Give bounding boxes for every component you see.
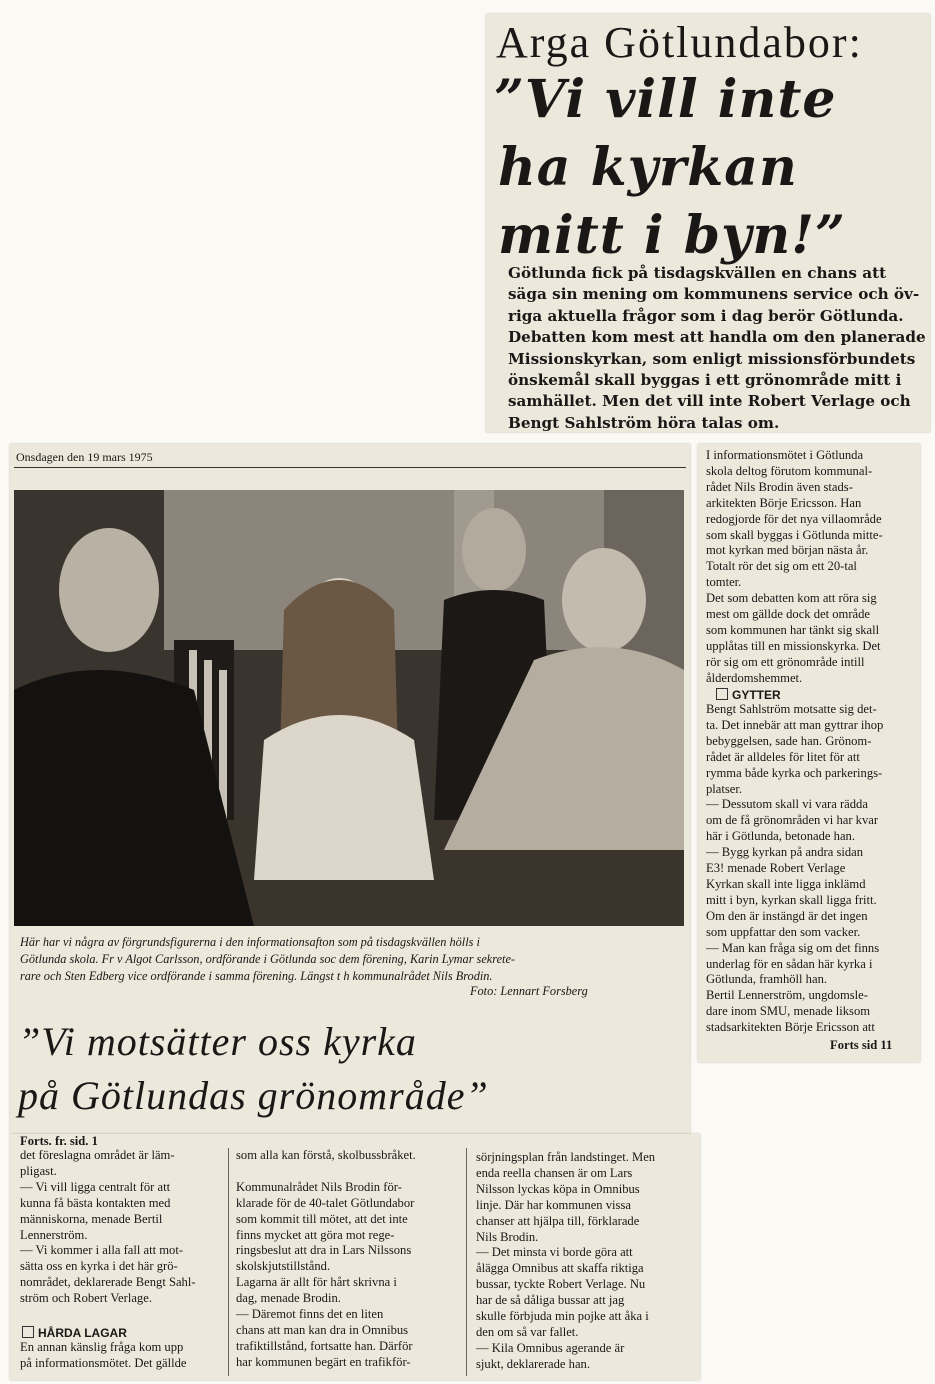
second-headline-2: på Götlundas grönområde” <box>18 1073 489 1118</box>
headline-kicker: Arga Götlundabor: <box>496 18 863 67</box>
checkbox-mark-icon <box>716 688 728 700</box>
headline-main-3: mitt i byn!” <box>498 205 846 266</box>
right-column-text-a: I informationsmötet i Götlunda skola deltog förutom kommunal- rådet Nils Brodin även stads- arkitekten Börje Ericsson. Han redogjorde för det nya villaområde som skall byggas i Götlunda mitte- mot kyrkan med början nästa år. Totalt rör det sig om ett 20-tal tomter. Det som debatten kom att röra sig mest om gällde dock det område som kommunen har tänkt sig skall upplåtas till en missionskyrka. Det rör sig om ett grönområde intill ålderdomshemmet. <box>706 448 883 685</box>
photo-caption: Här har vi några av förgrundsfigurerna i den informationsafton som på tisdagskvällen hölls i Götlunda skola. Fr v Algot Carlsson, ordförande i Götlunda soc dem förening, Karin Lymar sekrete- rare och Sten Edberg vice ordförande i samma förening. Längst t h kommunalrådet Nils Brodin. <box>20 935 516 983</box>
bottom-column-1-b: En annan känslig fråga kom upp på informationsmötet. Det gällde <box>20 1340 187 1370</box>
photo-credit: Foto: Lennart Forsberg <box>470 984 588 998</box>
right-column-subhead: GYTTER <box>716 688 781 702</box>
dateline: Onsdagen den 19 mars 1975 <box>16 450 153 464</box>
checkbox-mark-icon <box>22 1326 34 1338</box>
dateline-rule <box>14 467 686 468</box>
headline-main-2: ha kyrkan <box>498 137 798 198</box>
news-photo <box>14 490 684 926</box>
column-divider-2 <box>466 1148 467 1376</box>
column-divider-1 <box>228 1148 229 1376</box>
photo-image <box>14 490 684 926</box>
headline-main-1: ”Vi vill inte <box>494 69 837 130</box>
bottom-column-2: som alla kan förstå, skolbussbråket. Kommunalrådet Nils Brodin för- klarade för de 40-talet Götlundabor som kommit till mötet, att det inte finns mycket att göra mot rege- ringsbeslut att dra in Lars Nilssons skolskjutstillstånd. Lagarna är allt för hårt skrivna i dag, menade Brodin. — Däremot finns det en liten chans att man kan dra in Omnibus trafiktillstånd, fortsatte han. Därför har kommunen begärt en trafikför- <box>236 1148 416 1369</box>
right-column-text-b: Bengt Sahlström motsatte sig det- ta. Det innebär att man gyttrar ihop bebyggelsen, sade han. Grönom- rådet är alldeles för litet för att rymma både kyrka och parkerings- platser. — Dessutom skall vi vara rädda om de få grönområden vi har kvar här i Götlunda, betonade han. — Bygg kyrkan på andra sidan E3! menade Robert Verlage Kyrkan skall inte ligga inklämd mitt i byn, kyrkan skall ligga fritt. Om den är instängd är det ingen som uppfattar den som vacker. — Man kan fråga sig om det finns underlag för en sådan här kyrka i Götlunda, framhöll han. Bertil Lennerström, ungdomsle- dare inom SMU, menade liksom stadsarkitekten Börje Ericsson att <box>706 702 884 1035</box>
bottom-column-1: det föreslagna området är läm- pligast. — Vi vill ligga centralt för att kunna få bästa kontakten med människorna, menade Bertil Lennerström. — Vi kommer i alla fall att mot- sätta oss en kyrka i det här grö- nområdet, deklarerade Bengt Sahl- ström och Robert Verlage. <box>20 1148 196 1306</box>
bottom-subhead: HÅRDA LAGAR <box>22 1326 127 1340</box>
bottom-column-3: sörjningsplan från landstinget. Men enda reella chansen är om Lars Nilsson lyckas köpa in Omnibus linje. Där har kommunen vissa chanser att hjälpa till, förklarade Nils Brodin. — Det minsta vi borde göra att ålägga Omnibus att skaffa riktiga bussar, tyckte Robert Verlage. Nu har de så dåliga bussar att jag skulle förbjuda min pojke att åka i den om så var fallet. — Kila Omnibus agerande är sjukt, deklarerade han. <box>476 1150 656 1371</box>
second-headline-1: ”Vi motsätter oss kyrka <box>18 1019 417 1064</box>
lead-paragraph: Götlunda fick på tisdagskvällen en chans att säga sin mening om kommunens service och öv- riga aktuella frågor som i dag berör Götlunda. Debatten kom mest att handla om den planerade Missionskyrkan, som enligt missionsförbundets önskemål skall byggas i ett grönområde mitt i samhället. Men det vill inte Robert Verlage och Bengt Sahlström höra talas om. <box>508 264 926 432</box>
continued-note: Forts sid 11 <box>830 1038 893 1052</box>
continued-from: Forts. fr. sid. 1 <box>20 1134 98 1148</box>
